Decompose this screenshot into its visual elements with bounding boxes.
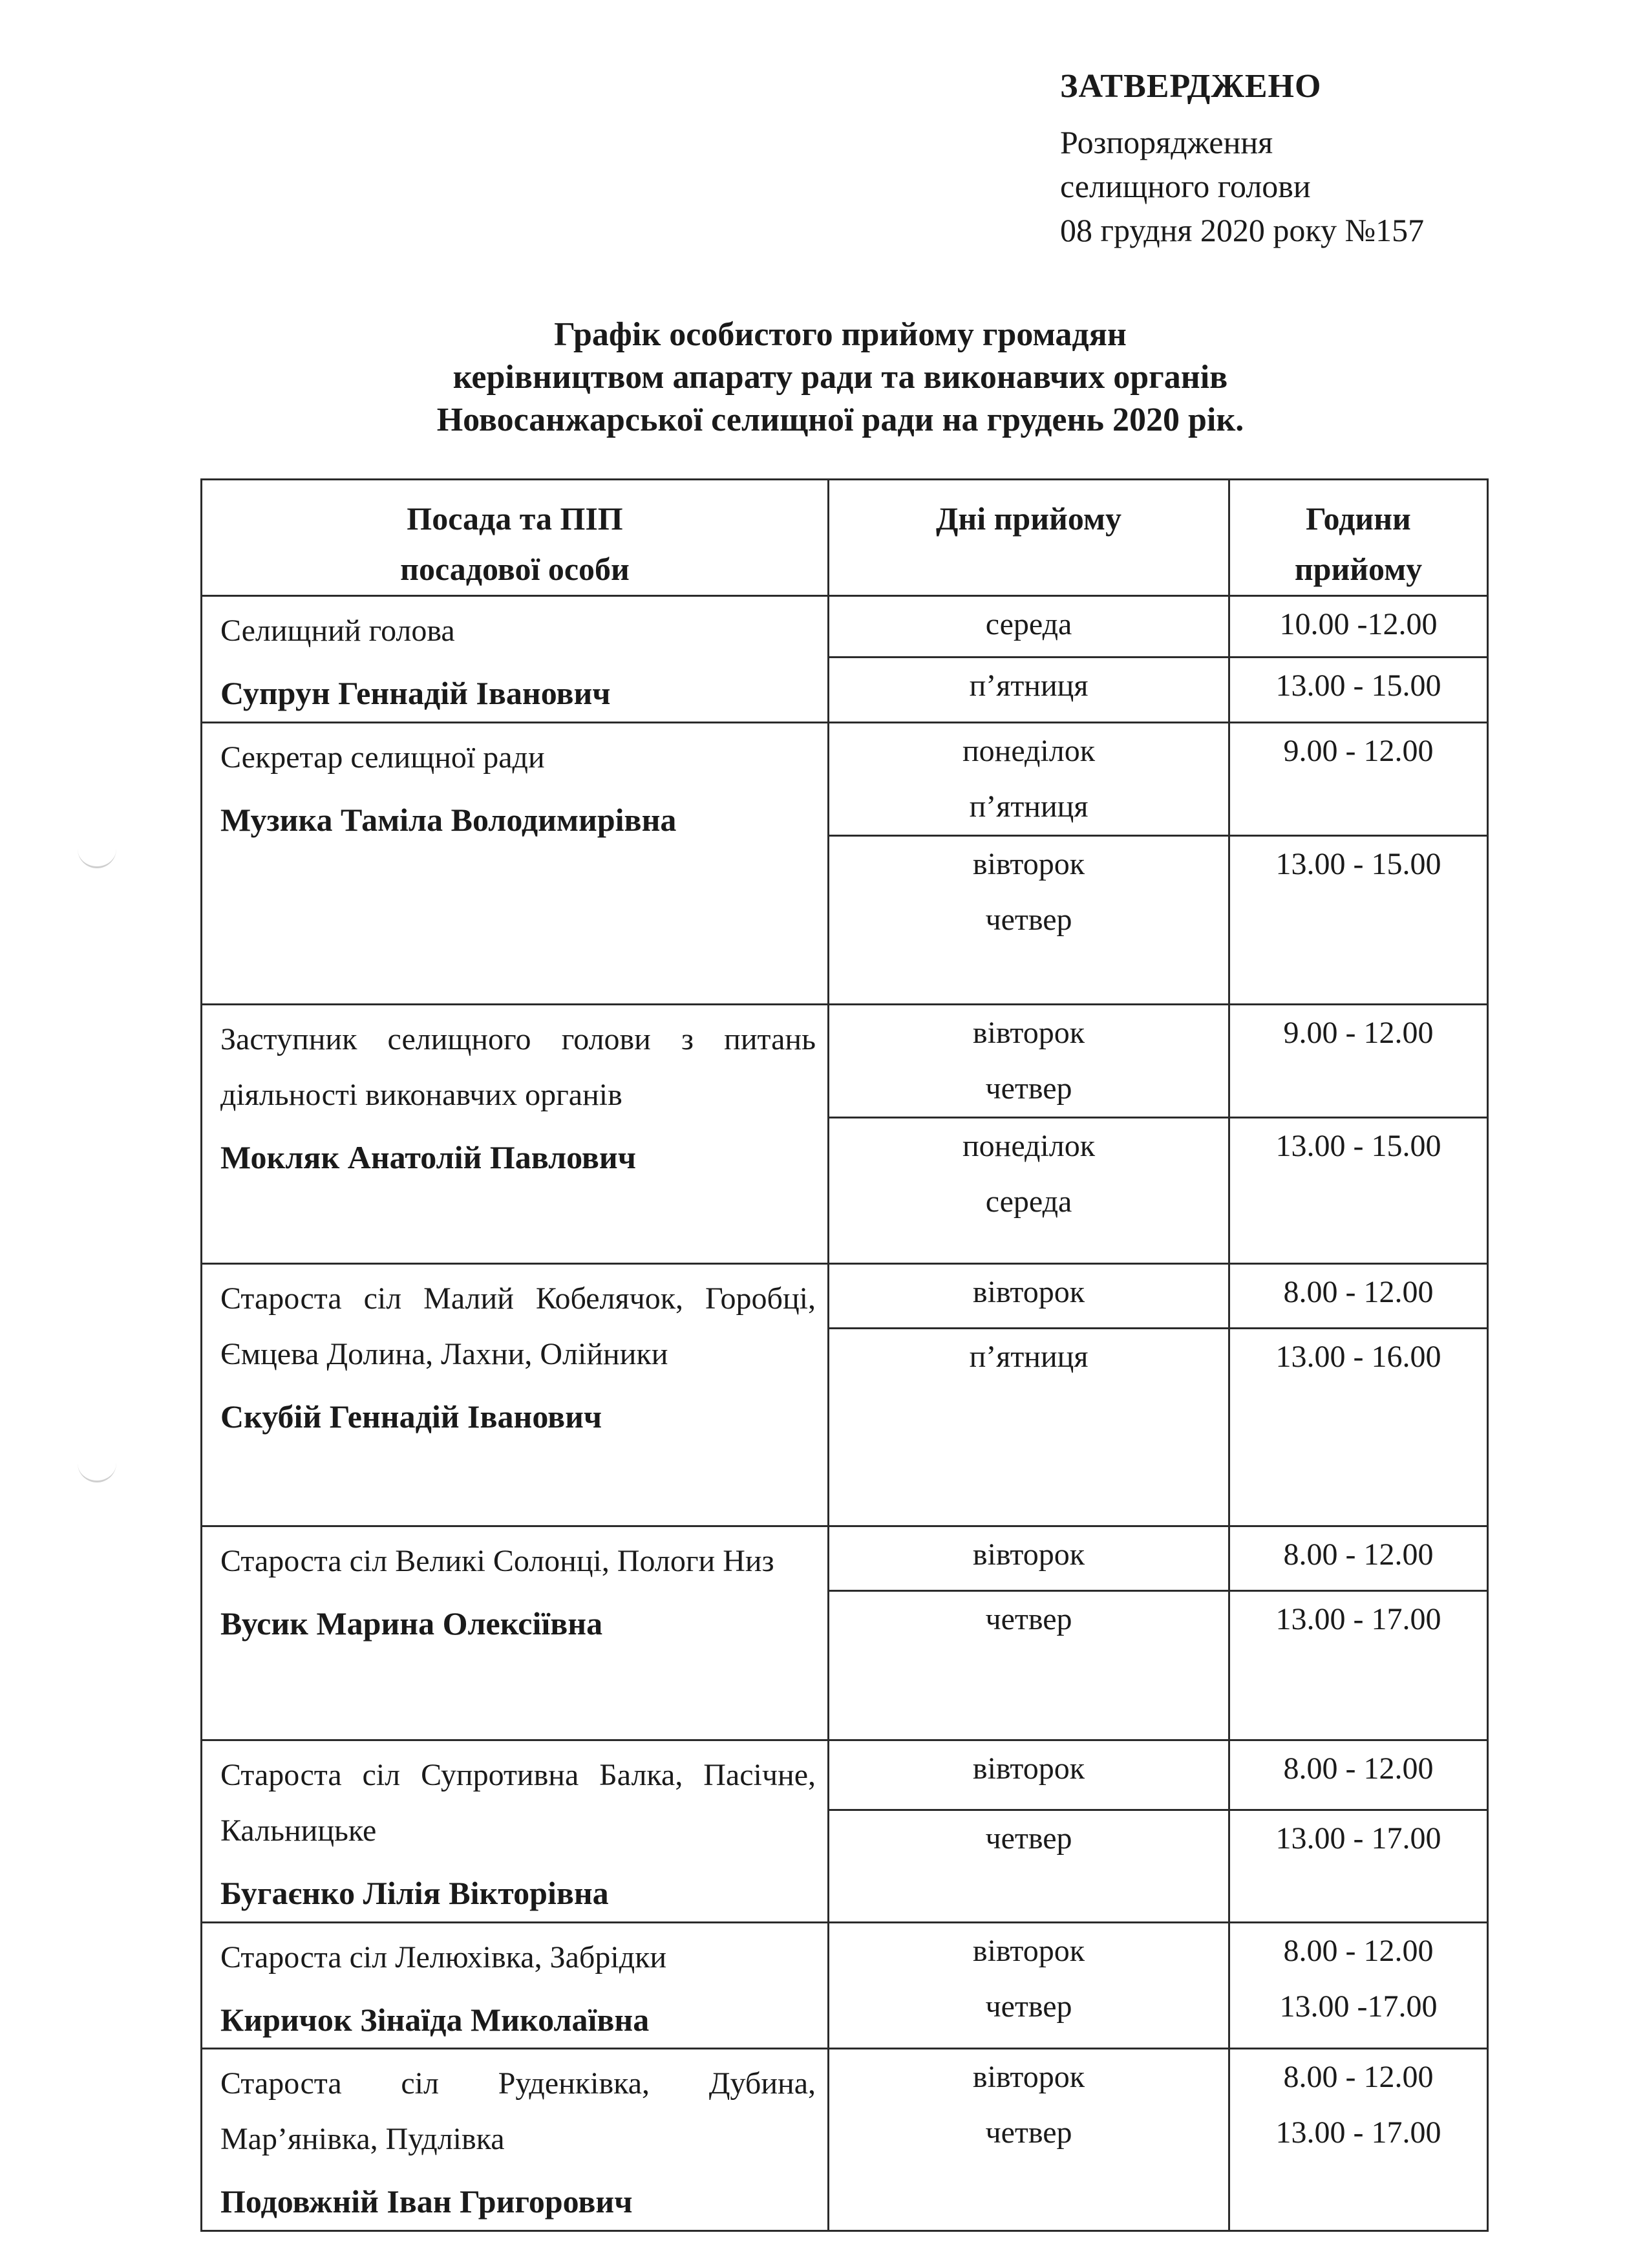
table-header-row	[202, 480, 1488, 596]
hours-cell	[1229, 1263, 1488, 1328]
approval-block	[1060, 65, 1424, 252]
hours-cell	[1229, 1526, 1488, 1590]
position-title: Староста сіл Малий Кобелячок, Горобці, Ємцева Долина, Лахни, Олійники	[220, 1281, 816, 1371]
official-name: Супрун Геннадій Іванович	[220, 675, 611, 711]
position-title: Секретар селищної ради	[220, 740, 545, 775]
punch-hole-mark	[78, 840, 116, 868]
title-line: керівництвом апарату ради та виконавчих органів	[452, 359, 1228, 396]
table-row	[202, 1004, 1488, 1117]
reception-hours: 8.00 - 12.00	[1283, 1933, 1434, 1968]
official-name: Киричок Зінаїда Миколаївна	[220, 2001, 650, 2038]
reception-hours: 13.00 -17.00	[1279, 1989, 1438, 2024]
hours-cell	[1229, 1740, 1488, 1810]
hours-cell	[1229, 1118, 1488, 1264]
reception-day: четвер	[985, 1071, 1072, 1106]
table-row	[202, 596, 1488, 658]
reception-hours: 13.00 - 16.00	[1275, 1340, 1441, 1375]
reception-day: вівторок	[972, 847, 1085, 881]
punch-hole-mark	[78, 1455, 116, 1482]
official-name: Вусик Марина Олексіївна	[220, 1605, 603, 1642]
reception-day: вівторок	[972, 1751, 1085, 1786]
reception-day: четвер	[985, 1821, 1072, 1856]
hours-cell	[1229, 1004, 1488, 1117]
table-row	[202, 1526, 1488, 1590]
days-cell	[829, 1263, 1229, 1328]
schedule-table	[200, 478, 1489, 2232]
position-cell	[202, 596, 829, 723]
position-cell	[202, 1922, 829, 2049]
reception-hours: 8.00 - 12.00	[1283, 1751, 1434, 1786]
reception-day: понеділок	[962, 1129, 1096, 1164]
schedule-body	[202, 596, 1488, 2231]
title-line: Новосанжарської селищної ради на грудень 2020 рік.	[436, 401, 1244, 438]
reception-day: четвер	[985, 2115, 1072, 2150]
position-cell	[202, 2049, 829, 2231]
hours-cell	[1229, 596, 1488, 658]
table-row	[202, 1740, 1488, 1810]
position-cell	[202, 1263, 829, 1526]
hours-cell	[1229, 1329, 1488, 1526]
header-position-name: Посада та ПІП посадової особи	[202, 480, 829, 596]
reception-hours: 13.00 - 17.00	[1275, 1821, 1441, 1856]
reception-day: четвер	[985, 1989, 1072, 2024]
position-title: Староста сіл Супротивна Балка, Пасічне, Кальницьке	[220, 1757, 816, 1848]
hours-cell	[1229, 836, 1488, 1005]
position-title: Заступник селищного голови з питань діяльності виконавчих органів	[220, 1022, 816, 1112]
reception-hours: 8.00 - 12.00	[1283, 1274, 1434, 1309]
days-cell	[829, 1118, 1229, 1264]
table-row	[202, 2049, 1488, 2231]
reception-day: середа	[985, 607, 1072, 641]
position-cell	[202, 722, 829, 1004]
days-cell	[829, 1329, 1229, 1526]
approval-heading: ЗАТВЕРДЖЕНО	[1060, 68, 1322, 105]
reception-day: п’ятниця	[969, 1340, 1089, 1375]
reception-hours: 9.00 - 12.00	[1283, 1015, 1434, 1050]
official-name: Скубій Геннадій Іванович	[220, 1398, 602, 1435]
days-cell	[829, 1740, 1229, 1810]
title-line: Графік особистого прийому громадян	[554, 316, 1127, 353]
position-title: Староста сіл Лелюхівка, Забрідки	[220, 1940, 667, 1974]
approval-line: 08 грудня 2020 року №157	[1060, 212, 1425, 248]
document-title	[194, 314, 1487, 442]
days-cell	[829, 596, 1229, 658]
reception-hours: 13.00 - 15.00	[1275, 669, 1441, 703]
reception-day: вівторок	[972, 1933, 1085, 1968]
days-cell	[829, 1922, 1229, 2049]
reception-day: вівторок	[972, 1015, 1085, 1050]
table-row	[202, 1263, 1488, 1328]
reception-day: вівторок	[972, 1274, 1085, 1309]
position-title: Селищний голова	[220, 614, 455, 648]
official-name: Музика Таміла Володимирівна	[220, 801, 677, 838]
hours-cell	[1229, 1591, 1488, 1740]
hours-cell	[1229, 1922, 1488, 2049]
table-row	[202, 1922, 1488, 2049]
official-name: Бугаєнко Лілія Вікторівна	[220, 1874, 609, 1911]
reception-hours: 9.00 - 12.00	[1283, 733, 1434, 768]
hours-cell	[1229, 722, 1488, 835]
table-row	[202, 722, 1488, 835]
header-hours: Години прийому	[1229, 480, 1488, 596]
reception-hours: 10.00 -12.00	[1279, 607, 1438, 641]
days-cell	[829, 722, 1229, 835]
position-cell	[202, 1004, 829, 1263]
position-cell	[202, 1526, 829, 1740]
reception-day: п’ятниця	[969, 669, 1089, 703]
position-title: Староста сіл Великі Солонці, Пологи Низ	[220, 1543, 774, 1578]
reception-hours: 13.00 - 15.00	[1275, 1129, 1441, 1164]
official-name: Подовжній Іван Григорович	[220, 2183, 633, 2220]
reception-day: п’ятниця	[969, 789, 1089, 824]
days-cell	[829, 1810, 1229, 1922]
reception-hours: 8.00 - 12.00	[1283, 2060, 1434, 2095]
days-cell	[829, 1526, 1229, 1590]
days-cell	[829, 2049, 1229, 2231]
reception-day: четвер	[985, 1602, 1072, 1637]
header-days: Дні прийому	[829, 480, 1229, 596]
reception-day: понеділок	[962, 733, 1096, 768]
hours-cell	[1229, 1810, 1488, 1922]
reception-hours: 13.00 - 17.00	[1275, 2115, 1441, 2150]
position-title: Староста сіл Руденківка, Дубина, Мар’янівка, Пудлівка	[220, 2066, 816, 2157]
approval-line: Розпорядження	[1060, 124, 1273, 160]
reception-day: вівторок	[972, 2060, 1085, 2095]
reception-day: четвер	[985, 903, 1072, 937]
days-cell	[829, 836, 1229, 1005]
reception-hours: 13.00 - 15.00	[1275, 847, 1441, 881]
reception-hours: 8.00 - 12.00	[1283, 1537, 1434, 1572]
hours-cell	[1229, 2049, 1488, 2231]
approval-line: селищного голови	[1060, 168, 1311, 204]
official-name: Мокляк Анатолій Павлович	[220, 1139, 636, 1175]
reception-day: середа	[985, 1184, 1072, 1219]
reception-hours: 13.00 - 17.00	[1275, 1602, 1441, 1637]
position-cell	[202, 1740, 829, 1922]
days-cell	[829, 658, 1229, 722]
reception-day: вівторок	[972, 1537, 1085, 1572]
hours-cell	[1229, 658, 1488, 722]
days-cell	[829, 1004, 1229, 1117]
days-cell	[829, 1591, 1229, 1740]
